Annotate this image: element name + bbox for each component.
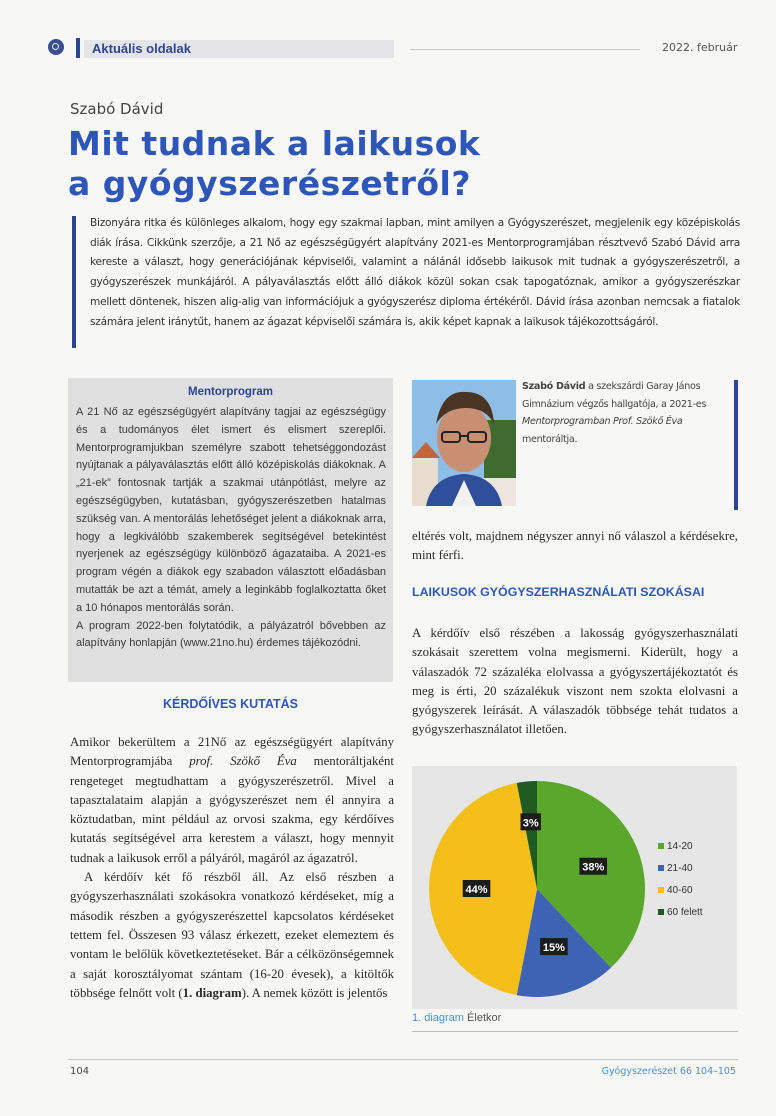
legend-swatch bbox=[658, 909, 664, 915]
section-heading-laikusok: LAIKUSOK GYÓGYSZERHASZNÁLATI SZOKÁSAI bbox=[412, 585, 705, 599]
section-heading-kerdoives: KÉRDŐÍVES KUTATÁS bbox=[163, 697, 298, 711]
data-label: 15% bbox=[542, 942, 565, 955]
caption-rule bbox=[412, 1031, 738, 1032]
mentorprogram-para-1: A 21 Nő az egészségügyért alapítvány tagjai az egészségügy és a tudományos élet ismert és elismert szereplői. Mentorprogramjukban személyre szabott tehetséggondozást nyújtanak a pályaválasztás előtt álló középiskolás diákoknak. A „21-ek” fontosnak tartják a szakmai utánpótlást, melyre az egészségügyben, kutatásban, gyógyszerészetben hatalmas szükség van. A mentorálás lehetőséget jelent a diákoknak arra, hogy a legkiválóbb szakemberek segítségével betekintést nyerjenek az egészségügy különböző ágazataiba. A 2021-es program végén a diákok egy szabadon választott előadásban mutatták be azt a témát, amely a leginkább foglalkoztatta őket a 10 hónapos mentorálás során. bbox=[76, 406, 386, 614]
author-bio bbox=[522, 378, 727, 448]
text-span: mentoráltja. bbox=[522, 433, 578, 445]
article-title bbox=[68, 124, 480, 204]
legend-swatch bbox=[658, 843, 664, 849]
mentorprogram-para-2: A program 2022-ben folytatódik, a pályázatról bővebben az alapítvány honlapján (www.21no.hu) érdemes tájékozódni. bbox=[76, 619, 386, 650]
legend-label: 14-20 bbox=[667, 841, 693, 852]
bio-name: Szabó Dávid bbox=[522, 381, 586, 392]
page-number: 104 bbox=[70, 1066, 90, 1077]
journal-reference: Gyógyszerészet 66 104–105 bbox=[601, 1066, 736, 1077]
section-title: Aktuális oldalak bbox=[92, 41, 191, 56]
footer-rule bbox=[68, 1059, 738, 1060]
target-circle-icon bbox=[48, 39, 64, 55]
body-text-continuation: eltérés volt, majdnem négyszer annyi nő válaszol a kérdésekre, mint férfi. bbox=[412, 529, 738, 563]
portrait-photo bbox=[412, 380, 516, 506]
legend-label: 40-60 bbox=[667, 885, 693, 896]
header-rule bbox=[410, 49, 640, 50]
data-label: 38% bbox=[582, 861, 605, 874]
article-author: Szabó Dávid bbox=[70, 100, 164, 118]
data-label: 3% bbox=[522, 817, 539, 830]
caption-label: 1. diagram bbox=[412, 1012, 464, 1024]
mentorprogram-text bbox=[76, 404, 386, 653]
legend-label: 60 felett bbox=[667, 907, 703, 918]
text-span: Mentorprogramban Prof. Szökő Éva bbox=[522, 416, 683, 427]
data-label: 44% bbox=[465, 884, 488, 896]
mentorprogram-title: Mentorprogram bbox=[188, 386, 273, 398]
lead-accent-bar bbox=[72, 216, 76, 348]
caption-text: Életkor bbox=[463, 1012, 502, 1024]
lead-paragraph: Bizonyára ritka és különleges alkalom, hogy egy szakmai lapban, mint amilyen a Gyógyszerészet, megjelenik egy középiskolás diák írása. Cikkünk szerzője, a 21 Nő az egészségügyért alapítvány 2021-es Mentorprogramjában résztvevő Szabó Dávid arra kereste a választ, hogy generációjának képviselői, valamint a nálánál idősebb laikusok mit tudnak a gyógyszerészetről, a gyógyszerészek munkájáról. A pályaválasztás előtt álló diákok közül sokan csak tapogatóznak, amikor a gyógyszerészkar mellett döntenek, hiszen alig-alig van információjuk a gyógyszerész diploma értékéről. Dávid írása azonban nemcsak a fiatalok számára jelent iránytűt, hanem az ágazat képviselői számára is, akik képet kapnak a laikusok tájékozottságáról. bbox=[90, 217, 740, 328]
text-span: Amikor bekerültem a 21Nő az egészségügyért alapítvány Mentorprogramjába bbox=[70, 735, 394, 769]
pie-chart bbox=[412, 766, 737, 1009]
text-span: A kérdőív két fő részből áll. Az első részben a gyógyszerhasználati szokásokra vonatkozó kérdéseket, míg a második részben a gyógyszerészettel kapcsolatos kérdéseket tettem fel. Összesen 93 válasz érkezett, ezeket elemeztem és vontam le belőlük következtetéseket. Bár a célközönségemnek a saját korosztályomat szántam (16-20 évesek), a kitöltők többsége felnőtt volt ( bbox=[70, 870, 394, 1000]
bio-accent-bar bbox=[734, 380, 738, 510]
text-span: ). A nemek között is jelentős bbox=[241, 985, 388, 1000]
title-line-2: a gyógyszerészetről? bbox=[68, 164, 471, 203]
legend-swatch bbox=[658, 865, 664, 871]
text-span: mentoráltjaként rengeteget megtudhattam a gyógyszerészetről. Mivel a tapasztalataim alapján a gyógyszerészet nem él annyira a köztudatban, mint például az orvosi szakma, egy kérdőíves kutatás segítségével arra kerestem a választ, hogy mennyit tudnak a laikusok erről a pályáról, magáról az ágazatról. bbox=[70, 754, 394, 865]
diagram-reference: 1. diagram bbox=[182, 985, 242, 1000]
pie-chart-svg bbox=[412, 766, 737, 1009]
issue-date: 2022. február bbox=[662, 41, 738, 54]
legend-swatch bbox=[658, 887, 664, 893]
legend-label: 21-40 bbox=[667, 863, 693, 874]
body-text-left bbox=[70, 733, 394, 1003]
section-accent-bar bbox=[76, 38, 80, 58]
author-photo bbox=[412, 380, 516, 506]
mentor-name: prof. Szökő Éva bbox=[189, 754, 297, 769]
body-para-2 bbox=[70, 868, 394, 1003]
body-para-1 bbox=[70, 733, 394, 868]
chart-caption bbox=[412, 1012, 501, 1024]
text-span: a szekszárdi Garay János Gimnázium végzős hallgatója, a 2021-es bbox=[522, 381, 707, 410]
body-para-laikusok: A kérdőív első részében a lakosság gyógyszerhasználati szokásait szerettem volna megismerni. Kiderült, hogy a válaszadók 72 százaléka elolvassa a gyógyszertájékoztatót és meg is érti, 20 százalékuk viszont nem szokta elolvasni a gyógyszerek leírását. A válaszadók többsége tehát tudatos a gyógyszerhasználatot illetően. bbox=[412, 626, 738, 737]
title-line-1: Mit tudnak a laikusok bbox=[68, 124, 481, 163]
